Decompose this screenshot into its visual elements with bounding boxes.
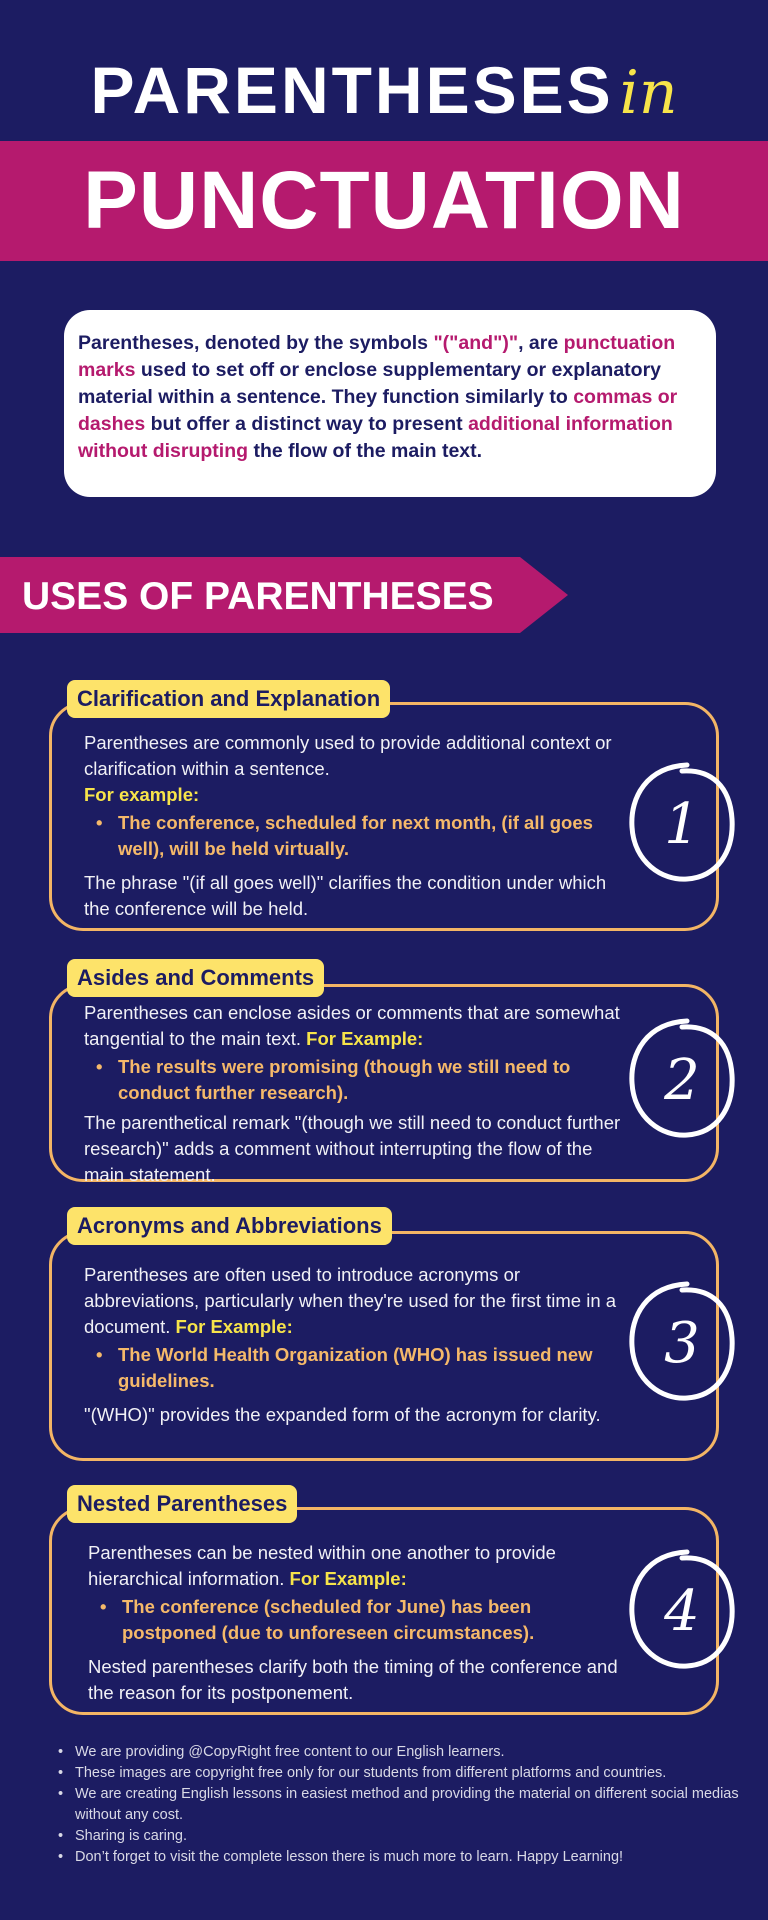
use-text: Parentheses are often used to introduce acronyms or abbreviations, particularly when they're used for the first time in a document. — [84, 1264, 617, 1337]
use-number: 3 — [664, 1311, 700, 1376]
use-card-content — [84, 1262, 634, 1428]
intro-text: used to set off or enclose supplementary or explanatory material within a sentence. They function similarly to — [78, 359, 662, 408]
intro-highlight: commas or dashes — [78, 386, 678, 435]
use-explanation: The parenthetical remark "(though we still need to conduct further research)" adds a comment without interrupting the flow of the main statement. — [84, 1112, 621, 1185]
example-item: • The World Health Organization (WHO) has issued new guidelines. — [84, 1342, 634, 1394]
use-text: Parentheses are commonly used to provide additional context or clarification within a sentence. — [84, 732, 612, 779]
intro-text: , are — [518, 332, 564, 354]
intro-text: but offer a distinct way to present — [145, 413, 469, 435]
use-text: Parentheses can enclose asides or comments that are somewhat tangential to the main text. — [84, 1002, 620, 1049]
use-card-content — [84, 1000, 624, 1188]
footer-note: • We are providing @CopyRight free content to our English learners. — [55, 1742, 755, 1763]
use-explanation: "(WHO)" provides the expanded form of the acronym for clarity. — [84, 1404, 601, 1425]
example-label: For example: — [84, 784, 200, 805]
page-title — [0, 52, 768, 128]
use-number: 1 — [664, 792, 700, 857]
use-card-title: Nested Parentheses — [67, 1485, 297, 1523]
number-circle-icon — [622, 1276, 742, 1406]
example-item: • The results were promising (though we still need to conduct further research). — [84, 1054, 624, 1106]
title-in: in — [619, 58, 678, 128]
footer-note: • Don’t forget to visit the complete lesson there is much more to learn. Happy Learning! — [55, 1847, 755, 1868]
use-number: 2 — [664, 1048, 700, 1113]
footer-notes — [55, 1742, 755, 1868]
section-title: USES OF PARENTHESES — [22, 575, 494, 618]
footer-note: • We are creating English lessons in easiest method and providing the material on different social medias without any cost. — [55, 1784, 755, 1826]
use-card-content — [88, 1540, 628, 1706]
number-circle-icon — [622, 1013, 742, 1143]
footer-note: • Sharing is caring. — [55, 1826, 755, 1847]
title-band — [0, 141, 768, 261]
intro-highlight: "("and")" — [433, 332, 519, 354]
section-banner — [0, 557, 568, 633]
intro-text: the flow of the main text. — [248, 440, 483, 462]
intro-text: Parentheses, denoted by the symbols — [78, 332, 434, 354]
title-band-text: PUNCTUATION — [83, 155, 685, 246]
example-label: For Example: — [175, 1316, 293, 1337]
intro-definition-box — [64, 310, 716, 497]
example-label: For Example: — [306, 1028, 424, 1049]
use-explanation: Nested parentheses clarify both the timing of the conference and the reason for its postponement. — [88, 1656, 618, 1703]
example-item: • The conference, scheduled for next month, (if all goes well), will be held virtually. — [84, 810, 624, 862]
intro-highlight: punctuation marks — [78, 332, 676, 381]
example-item: • The conference (scheduled for June) has been postponed (due to unforeseen circumstances). — [88, 1594, 628, 1646]
number-circle-icon — [622, 757, 742, 887]
number-circle-icon — [622, 1544, 742, 1674]
intro-highlight: additional information without disrupting — [78, 413, 673, 462]
use-card-title: Acronyms and Abbreviations — [67, 1207, 392, 1245]
use-explanation: The phrase "(if all goes well)" clarifies the condition under which the conference will be held. — [84, 872, 607, 919]
example-label: For Example: — [289, 1568, 407, 1589]
use-card-title: Asides and Comments — [67, 959, 324, 997]
use-card-content — [84, 730, 624, 922]
title-main: PARENTHESES — [90, 53, 614, 127]
use-text: Parentheses can be nested within one another to provide hierarchical information. — [88, 1542, 556, 1589]
footer-note: • These images are copyright free only for our students from different platforms and countries. — [55, 1763, 755, 1784]
use-card-title: Clarification and Explanation — [67, 680, 390, 718]
use-number: 4 — [664, 1579, 700, 1644]
